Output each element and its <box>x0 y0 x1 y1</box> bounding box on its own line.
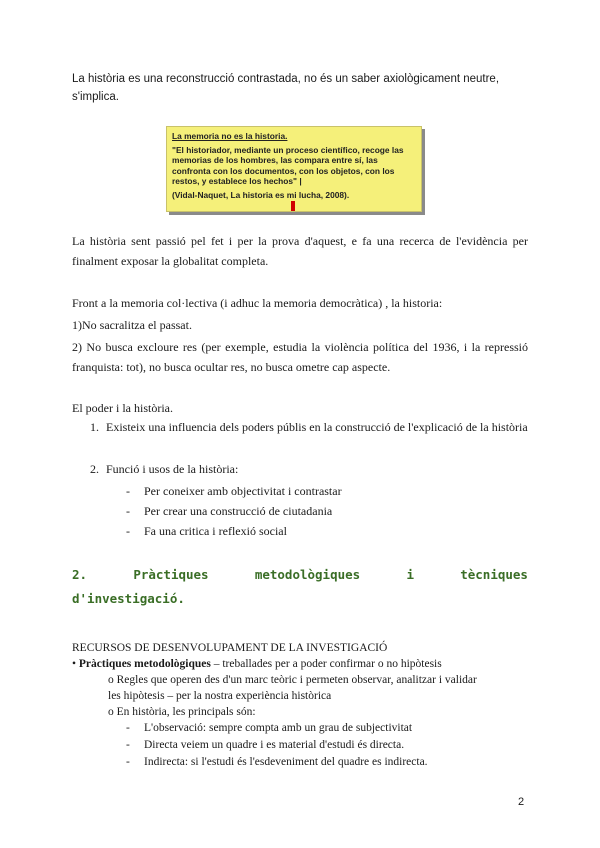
section-2-heading-line-2: d'investigació. <box>72 591 185 606</box>
power-item-2-number: 2. <box>90 462 99 476</box>
heading-word: tècniques <box>460 567 528 582</box>
intro-paragraph <box>72 70 532 106</box>
section-2-heading <box>72 563 528 611</box>
dash-marker: - <box>126 756 130 768</box>
method-item-1-text: L'observació: sempre compta amb un grau de subjectivitat <box>144 722 413 734</box>
resources-sub-2: o En història, les principals són: <box>108 706 256 718</box>
resources-bullet-label: Pràctiques metodològiques <box>78 658 211 670</box>
resources-sub-1-line-2: les hipòtesis – per la nostra experiència històrica <box>108 690 332 702</box>
dash-marker: - <box>126 524 130 538</box>
intro-line-1: La història es una reconstrucció contrastada, no és un saber axiològicament neutre, <box>72 73 500 85</box>
dash-marker: - <box>126 739 130 751</box>
use-item-1-text: Per coneixer amb objectivitat i contrastar <box>144 484 342 498</box>
quote-body: "El historiador, mediante un proceso científico, recoge las memorias de los hombres, las compara entre sí, las confronta con los documentos, con los objetos, con los restos, y establece los hechos" | <box>172 144 404 187</box>
heading-word: i <box>406 567 414 582</box>
page-number: 2 <box>518 796 525 808</box>
quote-title: La memoria no es la historia. <box>172 131 288 141</box>
bullet-icon: • <box>72 658 77 670</box>
use-item-2-text: Per crear una construcció de ciutadania <box>144 504 333 518</box>
method-item-2-text: Directa veiem un quadre i es material d'estudi és directa. <box>144 739 405 751</box>
dash-marker: - <box>126 484 130 498</box>
memory-item-2: 2) No busca excloure res (per exemple, estudia la violència política del 1936, i la repressió franquista: tot), no busca ocultar res, no busca ometre cap aspecte. <box>72 340 528 374</box>
power-item-1 <box>72 417 528 457</box>
dash-marker: - <box>126 504 130 518</box>
heading-word: metodològiques <box>254 567 361 582</box>
use-item-3-text: Fa una critica i reflexió social <box>144 524 287 538</box>
power-item-1-text: Existeix una influencia dels poders públis en la construcció de l'explicació de la història <box>106 420 528 434</box>
power-item-1-number: 1. <box>90 420 99 434</box>
section-2-heading-line-1 <box>72 563 528 587</box>
power-item-2-text: Funció i usos de la història: <box>106 462 239 476</box>
power-heading: El poder i la història. <box>72 401 173 415</box>
resources-bullet <box>72 656 442 672</box>
intro-line-2: s'implica. <box>72 91 119 103</box>
method-item-3-text: Indirecta: si l'estudi és l'esdeveniment del quadre es indirecta. <box>144 756 428 768</box>
paragraph-passion: La història sent passió pel fet i per la prova d'aquest, e fa una recerca de l'evidència per finalment exposar la globalitat completa. <box>72 234 528 268</box>
quote-source: (Vidal-Naquet, La historia es mi lucha, 2008). <box>172 189 350 200</box>
resources-heading: RECURSOS DE DESENVOLUPAMENT DE LA INVESTIGACIÓ <box>72 642 388 654</box>
heading-word: 2. <box>72 567 88 582</box>
resources-bullet-text: – treballades per a poder confirmar o no hipòtesis <box>210 658 442 670</box>
quote-image <box>166 126 422 212</box>
text-cursor-mark <box>291 201 295 211</box>
memory-item-1: 1)No sacralitza el passat. <box>72 318 192 332</box>
dash-marker: - <box>126 722 130 734</box>
power-item-2 <box>72 459 528 479</box>
resources-sub-1-line-1: o Regles que operen des d'un marc teòric i permeten observar, analitzar i validar <box>108 674 477 686</box>
memory-intro: Front a la memoria col·lectiva (i adhuc la memoria democràtica) , la historia: <box>72 296 443 310</box>
heading-word: Pràctiques <box>133 567 209 582</box>
